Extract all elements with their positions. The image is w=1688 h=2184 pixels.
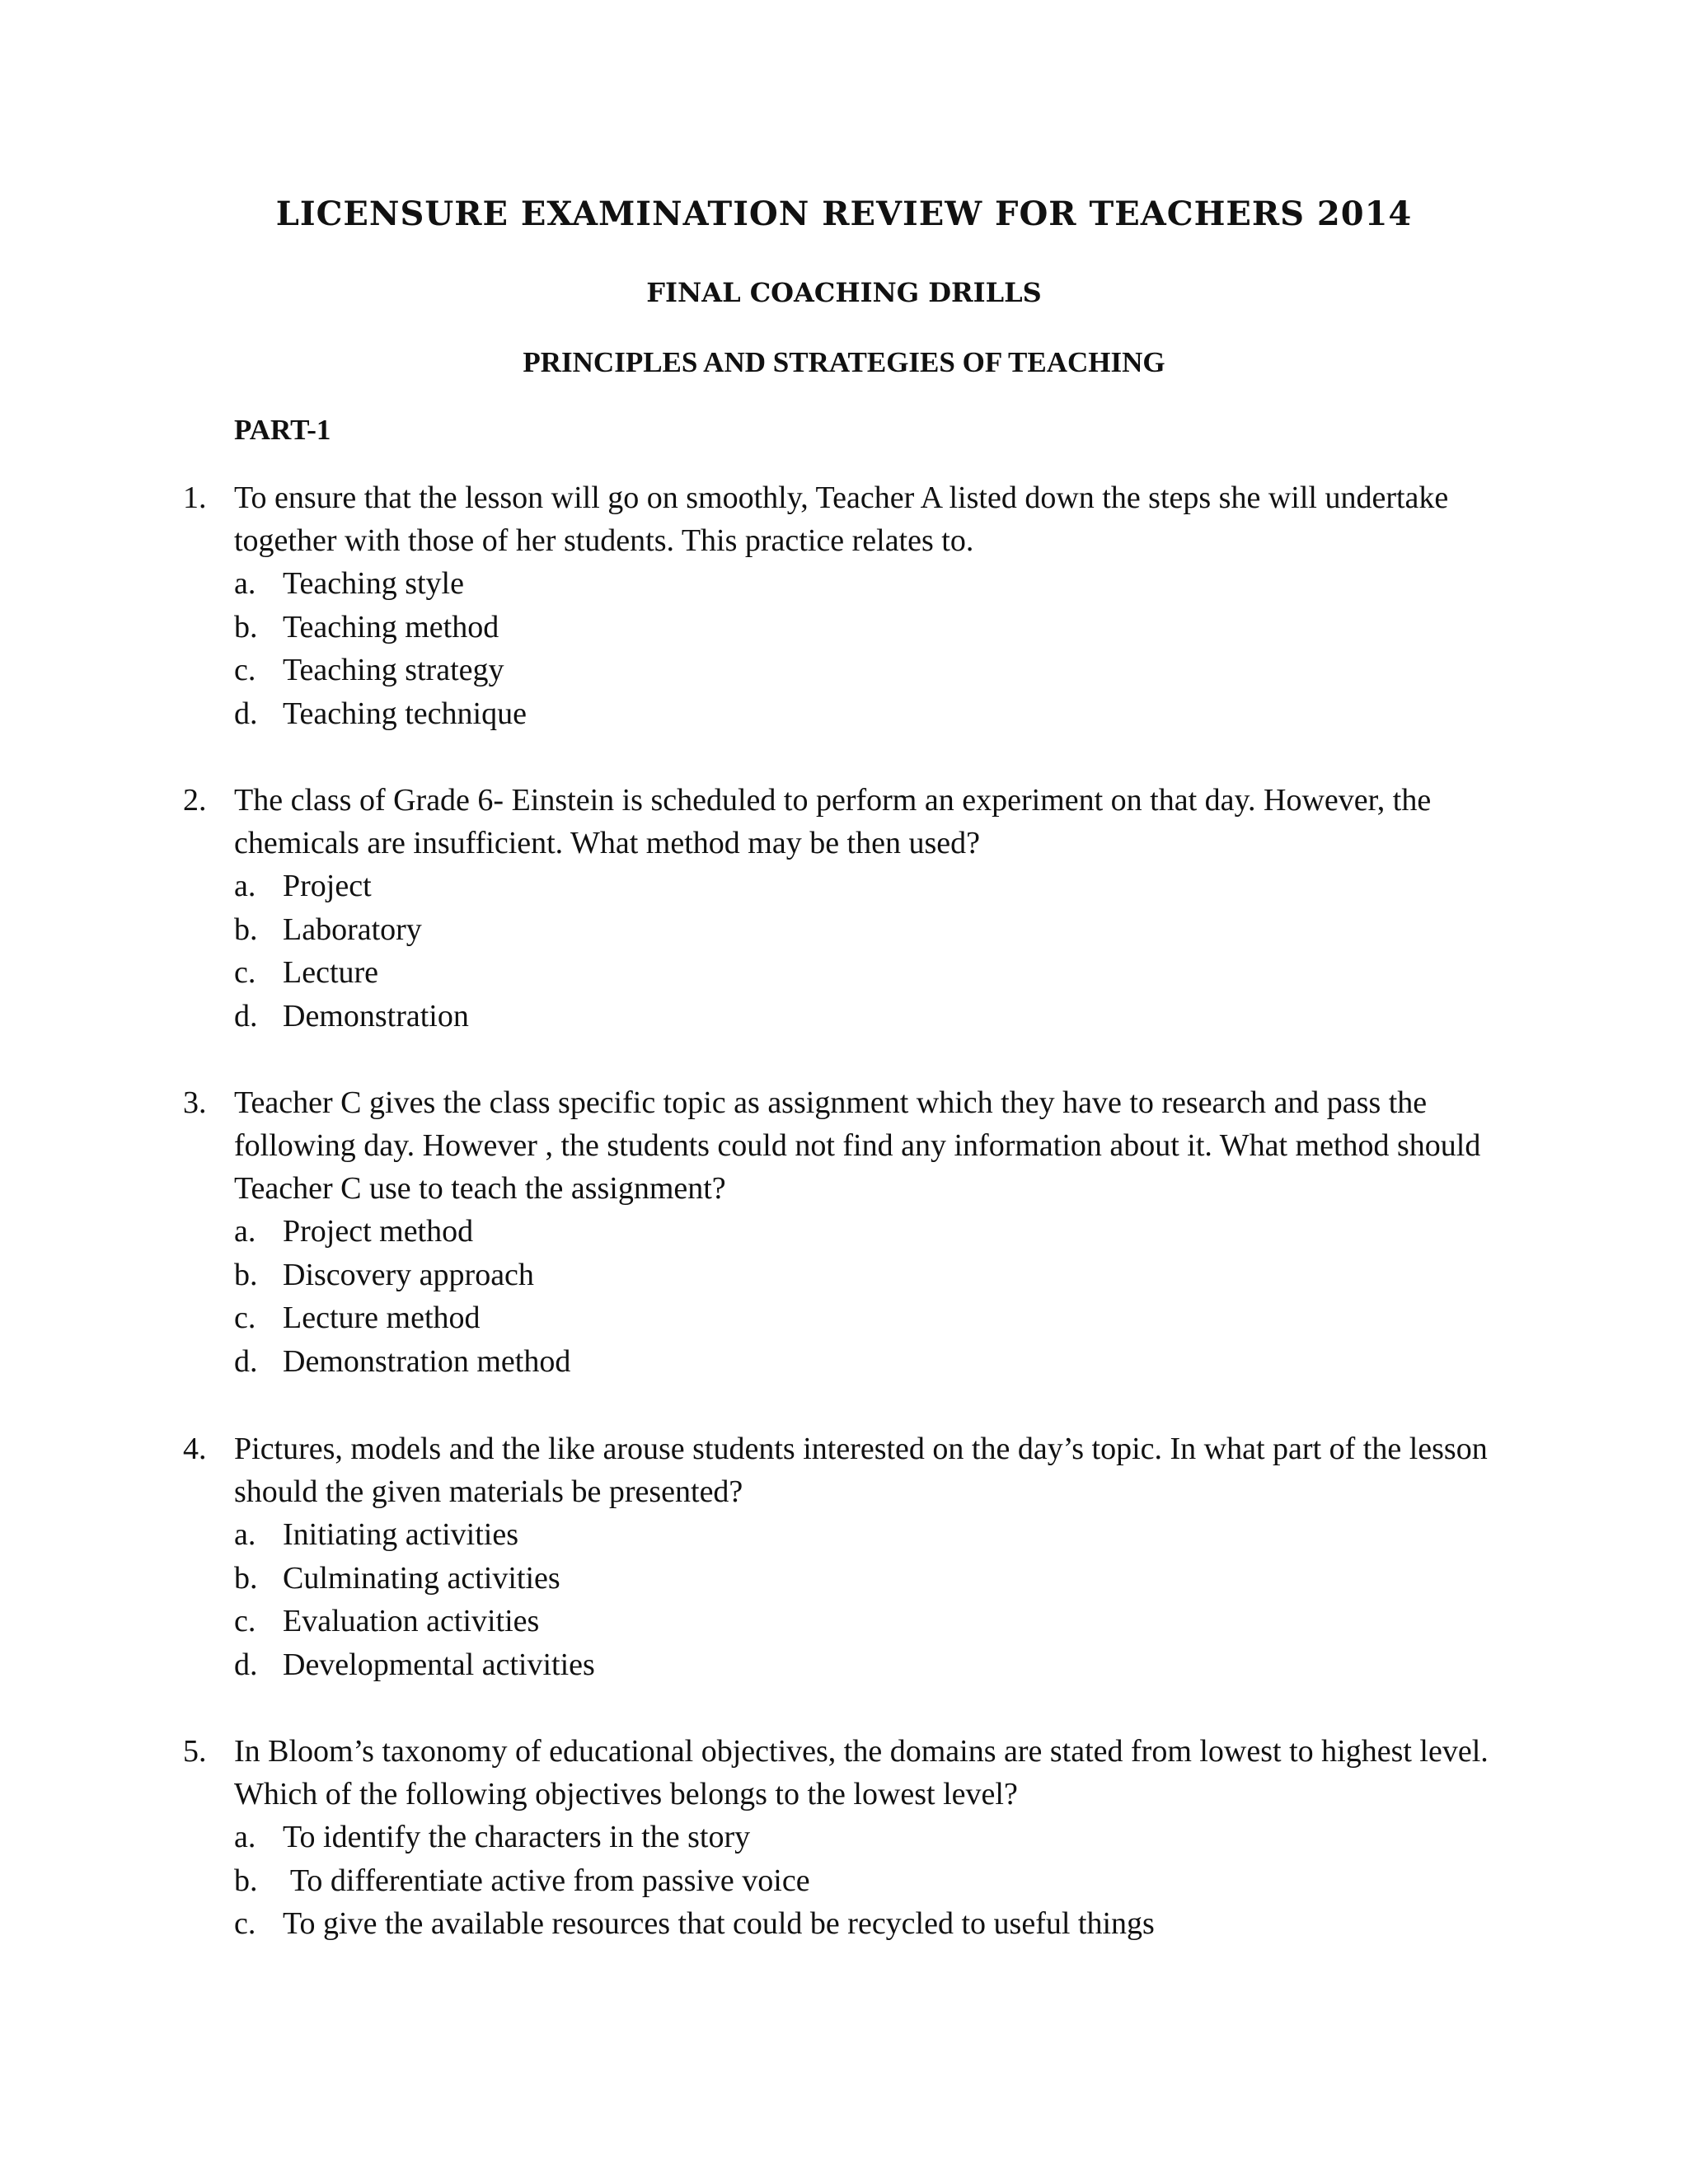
- option-text: To give the available resources that could be recycled to useful things: [283, 1906, 1155, 1941]
- option-letter: b.: [234, 609, 258, 644]
- option-letter: c.: [234, 1906, 256, 1941]
- option-letter: a.: [234, 1214, 256, 1249]
- option-text: Teaching strategy: [283, 653, 504, 687]
- option-text: Culminating activities: [283, 1560, 560, 1596]
- question-number: 3.: [183, 1085, 207, 1120]
- option-text: Developmental activities: [283, 1647, 595, 1682]
- option-letter: c.: [234, 1301, 256, 1335]
- option-item: [0, 606, 1688, 649]
- option-text: Teaching technique: [283, 696, 527, 731]
- option-item: [0, 1600, 1688, 1643]
- option-text: Project: [283, 869, 372, 903]
- option-text: To identify the characters in the story: [283, 1820, 751, 1854]
- option-letter: a.: [234, 1820, 256, 1854]
- option-list: [0, 1816, 1688, 1946]
- option-letter: b.: [234, 912, 258, 947]
- option-list: [0, 562, 1688, 735]
- option-letter: d.: [234, 1647, 258, 1682]
- option-letter: c.: [234, 1604, 256, 1638]
- option-text: Teaching method: [283, 609, 499, 644]
- question-number: 1.: [183, 480, 207, 515]
- option-text: Initiating activities: [283, 1517, 518, 1552]
- option-item: [0, 1557, 1688, 1601]
- document-title: LICENSURE EXAMINATION REVIEW FOR TEACHERS 2014: [275, 194, 1413, 233]
- option-text: Demonstration: [283, 998, 469, 1033]
- option-letter: c.: [234, 955, 256, 990]
- option-item: [0, 1210, 1688, 1254]
- option-letter: a.: [234, 566, 256, 601]
- question-text: To ensure that the lesson will go on smoothly, Teacher A listed down the steps she will undertake together with those of her students. This practice relates to.: [234, 480, 1449, 558]
- question-text: The class of Grade 6- Einstein is scheduled to perform an experiment on that day. However, the chemicals are insufficient. What method may be then used?: [234, 783, 1432, 860]
- option-item: [0, 649, 1688, 692]
- option-text: Lecture method: [283, 1301, 481, 1335]
- option-item: [0, 1859, 1688, 1903]
- question-number: 2.: [183, 783, 207, 818]
- option-letter: d.: [234, 1343, 258, 1379]
- option-letter: b.: [234, 1257, 258, 1292]
- option-item: [0, 1296, 1688, 1340]
- option-letter: b.: [234, 1560, 258, 1596]
- option-item: [0, 908, 1688, 952]
- question-text: Teacher C gives the class specific topic as assignment which they have to research and pass the following day. However , the students could not find any information about it. What method should Teacher C use to teach the assignment?: [234, 1085, 1481, 1206]
- option-item: [0, 1643, 1688, 1687]
- question-text: Pictures, models and the like arouse students interested on the day’s topic. In what part of the lesson should the given materials be presented?: [234, 1432, 1488, 1509]
- option-text: Discovery approach: [283, 1257, 534, 1292]
- option-text: To differentiate active from passive voice: [283, 1863, 810, 1898]
- option-item: [0, 1902, 1688, 1946]
- option-letter: d.: [234, 696, 258, 731]
- option-item: [0, 562, 1688, 606]
- option-letter: a.: [234, 1517, 256, 1552]
- option-text: Laboratory: [283, 912, 422, 947]
- option-item: [0, 951, 1688, 995]
- document-subtitle: FINAL COACHING DRILLS: [646, 277, 1042, 308]
- option-text: Demonstration method: [283, 1343, 571, 1379]
- question-number: 4.: [183, 1432, 207, 1466]
- option-item: [0, 1816, 1688, 1859]
- option-text: Teaching style: [283, 566, 464, 601]
- option-text: Lecture: [283, 955, 379, 990]
- subject-heading: PRINCIPLES AND STRATEGIES OF TEACHING: [523, 346, 1165, 378]
- question-number: 5.: [183, 1734, 207, 1769]
- question-text: In Bloom’s taxonomy of educational objectives, the domains are stated from lowest to highest level. Which of the following objectives belongs to the lowest level?: [234, 1734, 1489, 1811]
- option-letter: b.: [234, 1863, 258, 1898]
- option-item: [0, 1340, 1688, 1384]
- option-text: Evaluation activities: [283, 1604, 540, 1638]
- part-heading: PART-1: [234, 414, 331, 446]
- option-letter: c.: [234, 653, 256, 687]
- option-list: [0, 1210, 1688, 1383]
- option-item: [0, 1254, 1688, 1297]
- option-item: [0, 1513, 1688, 1557]
- option-item: [0, 692, 1688, 736]
- option-list: [0, 1513, 1688, 1686]
- option-letter: d.: [234, 998, 258, 1033]
- option-item: [0, 865, 1688, 908]
- option-letter: a.: [234, 869, 256, 903]
- option-list: [0, 865, 1688, 1038]
- option-text: Project method: [283, 1214, 474, 1249]
- option-item: [0, 995, 1688, 1038]
